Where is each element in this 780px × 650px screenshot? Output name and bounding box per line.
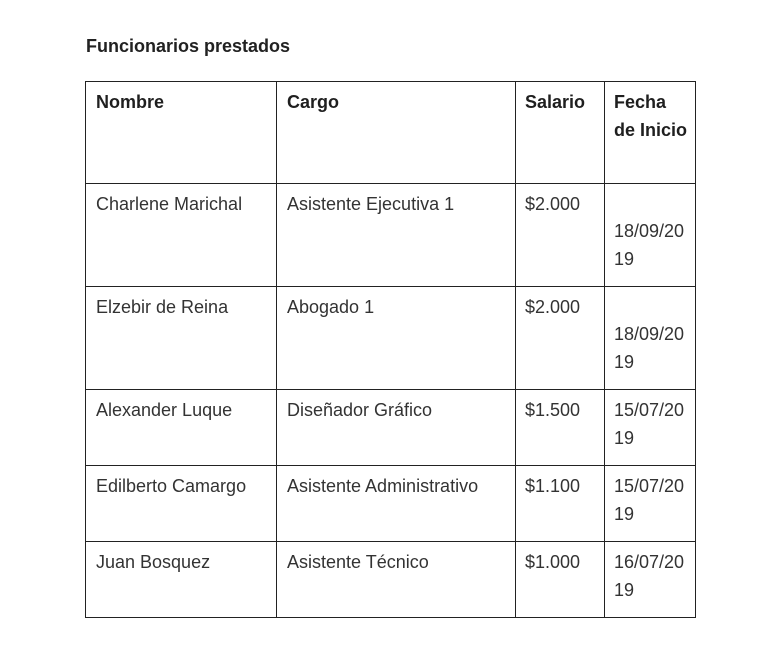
header-fecha-de-inicio: Fecha de Inicio [605, 82, 696, 184]
cell-fecha [605, 542, 696, 618]
cell-nombre: Elzebir de Reina [86, 287, 277, 390]
cell-nombre: Edilberto Camargo [86, 466, 277, 542]
cell-cargo: Asistente Ejecutiva 1 [277, 184, 516, 287]
table-row [86, 287, 696, 390]
cell-fecha [605, 390, 696, 466]
fecha-text: 18/09/2019 [614, 221, 685, 269]
cell-salario: $2.000 [516, 184, 605, 287]
cell-salario: $1.100 [516, 466, 605, 542]
fecha-text: 15/07/2019 [614, 400, 685, 448]
cell-salario: $2.000 [516, 287, 605, 390]
cell-salario: $1.500 [516, 390, 605, 466]
table-row [86, 390, 696, 466]
cell-nombre: Alexander Luque [86, 390, 277, 466]
fecha-text: 16/07/2019 [614, 552, 685, 600]
cell-cargo: Abogado 1 [277, 287, 516, 390]
header-cargo: Cargo [277, 82, 516, 184]
cell-cargo: Asistente Técnico [277, 542, 516, 618]
cell-salario: $1.000 [516, 542, 605, 618]
document-title: Funcionarios prestados [86, 36, 291, 56]
cell-fecha [605, 184, 696, 287]
cell-nombre: Juan Bosquez [86, 542, 277, 618]
fecha-text: 18/09/2019 [614, 324, 685, 372]
table-header-row [86, 82, 696, 184]
cell-nombre: Charlene Marichal [86, 184, 277, 287]
cell-cargo: Diseñador Gráfico [277, 390, 516, 466]
staff-table [85, 81, 696, 618]
table-row [86, 466, 696, 542]
table-row [86, 184, 696, 287]
header-salario: Salario [516, 82, 605, 184]
header-nombre: Nombre [86, 82, 277, 184]
cell-fecha [605, 466, 696, 542]
cell-fecha [605, 287, 696, 390]
cell-cargo: Asistente Administrativo [277, 466, 516, 542]
fecha-text: 15/07/2019 [614, 476, 685, 524]
table-row [86, 542, 696, 618]
